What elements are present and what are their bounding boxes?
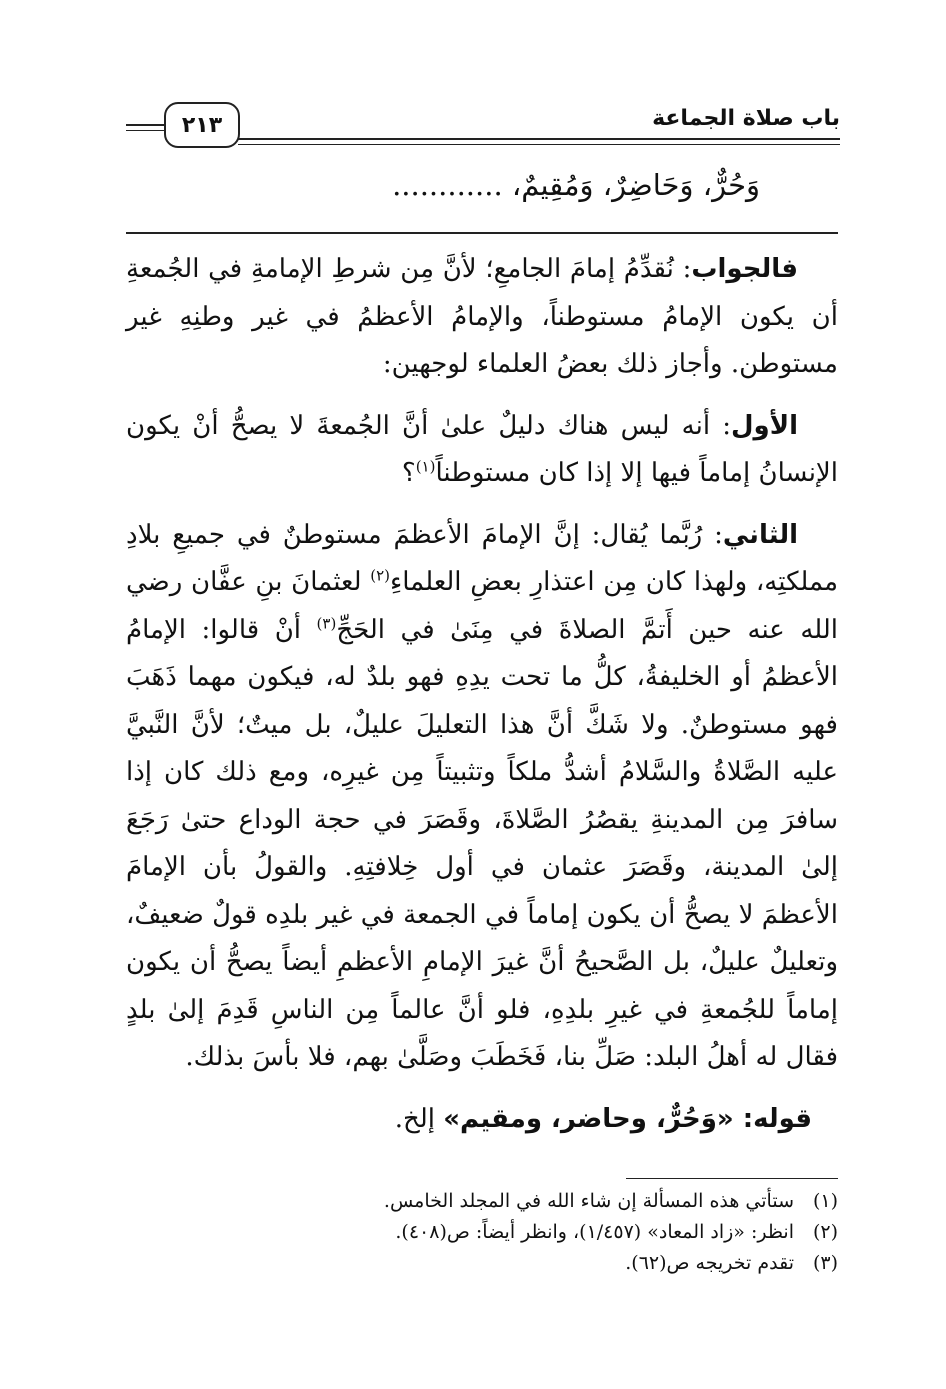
footnote-ref[interactable]: (١) — [415, 457, 436, 476]
commentary-body — [126, 246, 838, 1157]
header-rule-left-thin — [126, 130, 166, 131]
footnote-number: (٣) — [812, 1252, 838, 1274]
paragraph-first — [126, 403, 838, 498]
header-rule-left — [126, 124, 166, 126]
footnote-number: (٢) — [812, 1221, 838, 1243]
paragraph-text: : رُبَّما يُقال: إنَّ الإمامَ الأعظمَ مستوطنٌ في جميعِ بلادِ مملكتِه، ولهذا كان مِن اعتذارِ بعضِ العلماءِ — [126, 519, 838, 597]
page-header — [126, 96, 840, 156]
paragraph-lead: الثاني — [722, 519, 798, 550]
paragraph-text: : نُقدِّمُ إمامَ الجامعِ؛ لأنَّ مِن شرطِ الإمامةِ في الجُمعةِ أن يكون الإمامُ مستوطناً، والإمامُ الأعظمُ في غير وطنِهِ غير مستوطن. وأجاز ذلك بعضُ العلماء لوجهين: — [126, 254, 838, 379]
footnote-ref[interactable]: (٣) — [316, 613, 337, 632]
footnote-text: ستأتي هذه المسألة إن شاء الله في المجلد الخامس. — [383, 1190, 794, 1212]
paragraph-second — [126, 512, 838, 1082]
footnotes — [126, 1186, 838, 1279]
matn-divider — [126, 232, 838, 234]
footnote-text: تقدم تخريجه ص(٦٢). — [625, 1252, 794, 1274]
paragraph-text: أنْ قالوا: الإمامُ الأعظمُ أو الخليفةُ، كلُّ ما تحت يدِهِ فهو بلدٌ له، فيكون مهما ذَهَبَ فهو مستوطنٌ. ولا شَكَّ أنَّ هذا التعليلَ عليلٌ، بل ميتٌ؛ لأنَّ النَّبيَّ عليه الصَّلاةُ والسَّلامُ أشدُّ ملكاً وتثبيتاً مِن غيرِه، ومع ذلك كان إذا سافرَ مِن المدينةِ يقصُرُ الصَّلاةَ، وقَصَرَ في حجة الوداع حتىٰ رَجَعَ إلىٰ المدينة، وقَصَرَ عثمان في أول خِلافتِهِ. والقولُ بأن الإمامَ الأعظمَ لا يصحُّ أن يكون إماماً في الجمعة في غير بلدِه قولٌ ضعيفٌ، وتعليلٌ عليلٌ، بل الصَّحيحُ أنَّ غيرَ الإمامِ الأعظمِ أيضاً يصحُّ أن يكون إماماً للجُمعةِ في غيرِ بلدِهِ، فلو أنَّ عالماً مِن الناسِ قَدِمَ إلىٰ بلدٍ فقال له أهلُ البلد: صَلِّ بنا، فَخَطَبَ وصَلَّىٰ بهم، فلا بأسَ بذلك. — [126, 614, 838, 1072]
footnote-number: (١) — [812, 1190, 838, 1212]
paragraph-qawluh — [126, 1096, 838, 1144]
footnote-divider — [626, 1178, 838, 1179]
paragraph-text: : أنه ليس هناك دليلٌ علىٰ أنَّ الجُمعةَ لا يصحُّ أنْ يكون الإنسانُ إماماً فيها إلا إذا كان مستوطناً — [126, 410, 838, 488]
matn-line: وَحُرٌّ، وَحَاضِرٌ، وَمُقِيمٌ، ............ — [392, 168, 760, 202]
footnote-item — [126, 1186, 838, 1217]
footnote-item — [126, 1217, 838, 1248]
chapter-title: باب صلاة الجماعة — [652, 106, 840, 131]
paragraph-lead: فالجواب — [691, 254, 798, 284]
qawluh-lead: قوله: «وَحُرٌّ، وحاضر، ومقيم» — [443, 1103, 812, 1134]
footnote-item — [126, 1248, 838, 1279]
footnote-text: انظر: «زاد المعاد» (١/٤٥٧)، وانظر أيضاً: ص(٤٠٨). — [395, 1221, 794, 1243]
paragraph-text: لعثمانَ بنِ عفَّان رضي الله عنه حين أَتمَّ الصلاةَ في مِنَىٰ في الحَجِّ — [126, 567, 839, 645]
header-rule — [238, 138, 840, 140]
footnote-ref[interactable]: (٢) — [370, 566, 391, 585]
page-number: ٢١٣ — [164, 102, 240, 148]
paragraph-lead: الأول — [731, 410, 798, 441]
paragraph-end: ؟ — [401, 458, 416, 488]
header-rule-thin — [238, 144, 840, 145]
paragraph-answer — [126, 246, 838, 389]
qawluh-end: إلخ. — [394, 1103, 444, 1134]
